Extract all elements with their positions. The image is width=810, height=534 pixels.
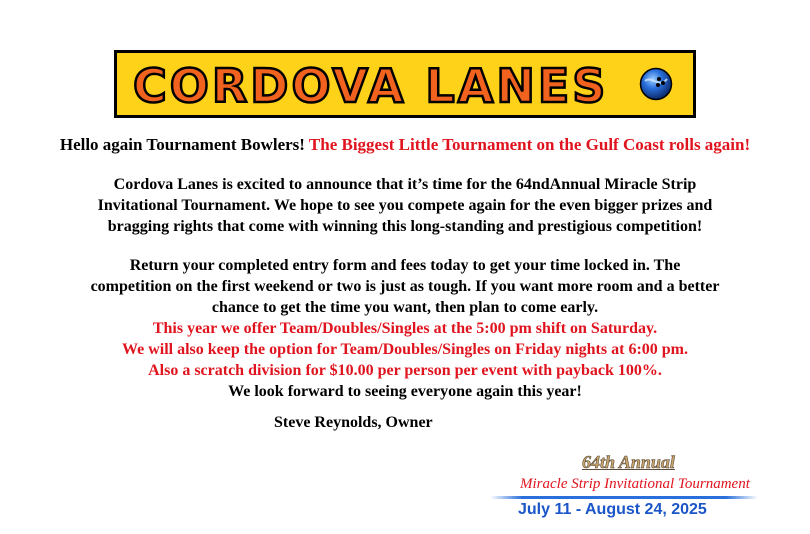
greeting-lead: Hello again Tournament Bowlers!	[59, 135, 305, 154]
badge-annual: 64th Annual	[582, 452, 675, 472]
intro-paragraph	[0, 174, 810, 237]
announcement-line: This year we offer Team/Doubles/Singles at the 5:00 pm shift on Saturday.	[152, 320, 658, 337]
entry-line: competition on the first weekend or two is just as tough. If you want more room and a better	[90, 278, 720, 295]
intro-line: Cordova Lanes is excited to announce that it’s time for the 64ndAnnual Miracle Strip	[113, 176, 697, 193]
badge-dates: July 11 - August 24, 2025	[518, 501, 707, 518]
greeting-highlight: The Biggest Little Tournament on the Gulf Coast rolls again!	[308, 135, 751, 154]
intro-line: bragging rights that come with winning this long-standing and prestigious competition!	[107, 218, 703, 235]
intro-line: Invitational Tournament. We hope to see you compete again for the even bigger prizes and	[97, 197, 713, 214]
greeting-line	[0, 134, 810, 155]
entry-paragraph	[0, 255, 810, 402]
badge-divider	[490, 496, 758, 499]
logo-text: CORDOVA LANES	[133, 59, 609, 113]
entry-line: chance to get the time you want, then plan to come early.	[211, 299, 599, 316]
entry-line: Return your completed entry form and fees today to get your time locked in. The	[129, 257, 681, 274]
closing-line: We look forward to seeing everyone again this year!	[228, 383, 582, 400]
logo-banner	[114, 50, 696, 118]
bowling-ball-icon	[639, 67, 673, 101]
badge-tournament-name: Miracle Strip Invitational Tournament	[520, 476, 750, 492]
announcement-line: We will also keep the option for Team/Doubles/Singles on Friday nights at 6:00 pm.	[122, 341, 688, 358]
announcement-line: Also a scratch division for $10.00 per person per event with payback 100%.	[148, 362, 662, 379]
signature: Steve Reynolds, Owner	[274, 414, 433, 431]
